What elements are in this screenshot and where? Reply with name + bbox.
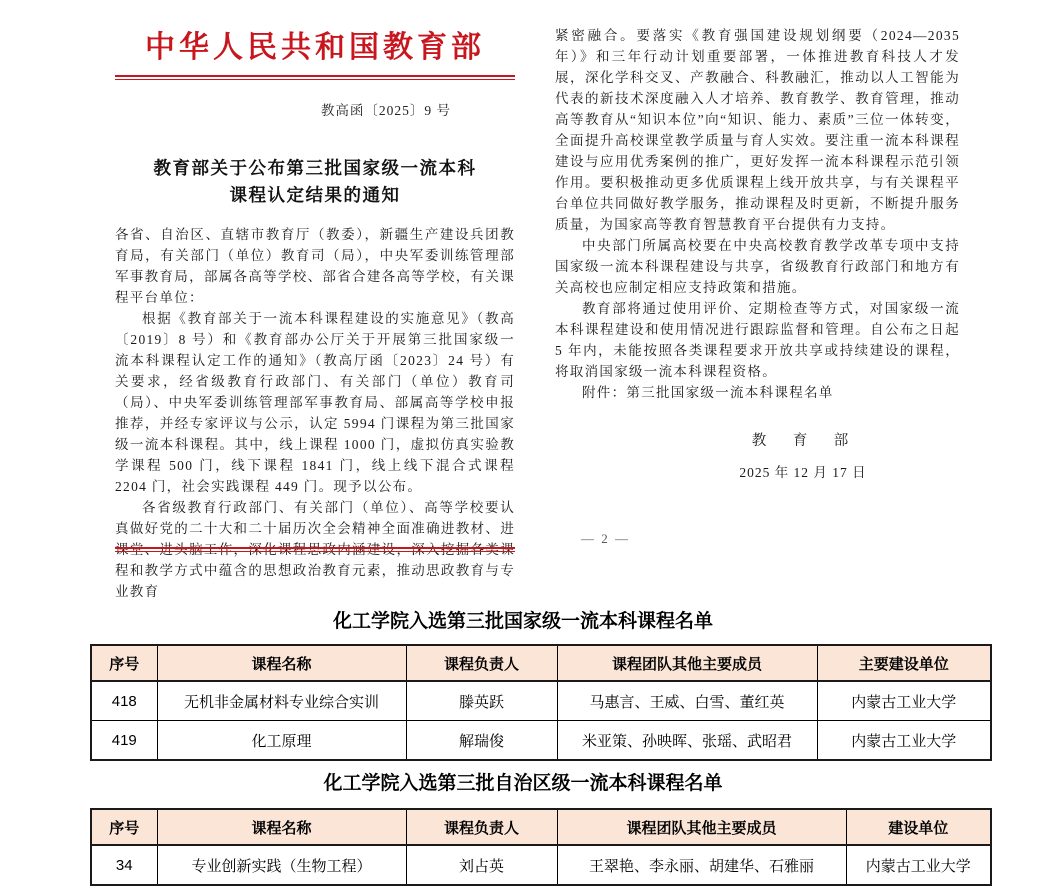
cell-course-leader: 解瑞俊 xyxy=(406,721,557,761)
col-header-index: 序号 xyxy=(91,809,157,845)
col-header-institution: 主要建设单位 xyxy=(817,645,991,681)
col-header-course-leader: 课程负责人 xyxy=(406,809,557,845)
notice-page-1 xyxy=(115,18,515,599)
red-footer-divider xyxy=(115,547,515,552)
regional-course-table xyxy=(90,808,992,886)
cell-institution: 内蒙古工业大学 xyxy=(817,721,991,761)
cell-index: 418 xyxy=(91,681,157,721)
cell-course-name: 无机非金属材料专业综合实训 xyxy=(157,681,406,721)
table-header-row xyxy=(91,645,991,681)
cell-course-name: 化工原理 xyxy=(157,721,406,761)
cell-course-leader: 滕英跃 xyxy=(406,681,557,721)
red-header-divider xyxy=(115,75,515,80)
col-header-index: 序号 xyxy=(91,645,157,681)
body-paragraph: 紧密融合。要落实《教育强国建设规划纲要（2024—2035 年）》和三年行动计划重要部署，一体推进教育科技人才发展，深化学科交叉、产教融合、科教融汇，推动以人工智能为代表的新技术深度融入人才培养、教育教学、教育管理，推动高等教育从“知识本位”向“知识、能力、素质”三位一体转变，全面提升高校课堂教学质量与育人实效。要注重一流本科课程建设与应用优秀案例的推广，更好发挥一流本科课程示范引领作用。要积极推动更多优质课程上线开放共享，与有关课程平台单位共同做好教学服务，推动课程及时更新，不断提升服务质量，为国家高等教育智慧教育平台提供有力支持。 xyxy=(555,28,960,232)
cell-institution: 内蒙古工业大学 xyxy=(846,845,991,885)
cell-index: 419 xyxy=(91,721,157,761)
signature-block xyxy=(688,429,918,481)
cell-institution: 内蒙古工业大学 xyxy=(817,681,991,721)
signer-name: 教 育 部 xyxy=(751,433,855,449)
body-paragraph: 中央部门所属高校要在中央高校教育教学改革专项中支持国家级一流本科课程建设与共享，省级教育行政部门和地方有关高校也应制定相应支持政策和措施。 xyxy=(555,238,960,295)
table-row xyxy=(91,721,991,761)
notice-title-line2: 课程认定结果的通知 xyxy=(229,185,401,205)
attachment-line: 附件：第三批国家级一流本科课程名单 xyxy=(582,385,834,400)
col-header-course-leader: 课程负责人 xyxy=(406,645,557,681)
cell-team-members: 米亚策、孙映晖、张瑶、武昭君 xyxy=(557,721,817,761)
cell-team-members: 王翠艳、李永丽、胡建华、石雅丽 xyxy=(557,845,846,885)
col-header-team-members: 课程团队其他主要成员 xyxy=(557,645,817,681)
page-number: — 2 — xyxy=(581,531,630,546)
body-paragraph: 各省级教育行政部门、有关部门（单位）、高等学校要认真做好党的二十大和二十届历次全会精神全面准确进教材、进课堂、进头脑工作，深化课程思政内涵建设，深入挖掘各类课程和教学方式中蕴含的思想政治教育元素，推动思政教育与专业教育 xyxy=(115,500,515,599)
col-header-course-name: 课程名称 xyxy=(157,645,406,681)
signature-date: 2025 年 12 月 17 日 xyxy=(739,465,867,480)
body-paragraph: 根据《教育部关于一流本科课程建设的实施意见》（教高〔2019〕8 号）和《教育部办公厅关于开展第三批国家级一流本科课程认定工作的通知》（教高厅函〔2023〕24 号）有关要求，经省级教育行政部门、有关部门（单位）教育司（局）、中央军委训练管理部军事教育局、部属高等学校申报推荐，并经专家评议与公示，认定 5994 门课程为第三批国家级一流本科课程。其中，线上课程 1000 门，虚拟仿真实验教学课程 500 门，线下课程 1841 门，线上线下混合式课程 2204 门，社会实践课程 449 门。现予以公布。 xyxy=(115,311,515,494)
national-course-table xyxy=(90,644,992,761)
agency-header: 中华人民共和国教育部 xyxy=(145,31,485,64)
notice-title xyxy=(115,155,515,209)
body-paragraph: 教育部将通过使用评价、定期检查等方式，对国家级一流本科课程建设和使用情况进行跟踪监督和管理。自公布之日起 5 年内，未能按照各类课程要求开放共享或持续建设的课程，将取消国家级一流本科课程资格。 xyxy=(555,301,960,379)
addressee-paragraph: 各省、自治区、直辖市教育厅（教委），新疆生产建设兵团教育局，有关部门（单位）教育司（局），中央军委训练管理部军事教育局，部属各高等学校、部省合建各高等学校，有关课程平台单位： xyxy=(115,227,515,305)
table-row xyxy=(91,681,991,721)
col-header-team-members: 课程团队其他主要成员 xyxy=(557,809,846,845)
national-table-title: 化工学院入选第三批国家级一流本科课程名单 xyxy=(332,611,713,632)
cell-course-leader: 刘占英 xyxy=(406,845,557,885)
table-header-row xyxy=(91,809,991,845)
cell-team-members: 马惠言、王威、白雪、董红英 xyxy=(557,681,817,721)
cell-course-name: 专业创新实践（生物工程） xyxy=(157,845,406,885)
notice-page-2 xyxy=(555,18,960,563)
col-header-institution: 建设单位 xyxy=(846,809,991,845)
regional-table-title: 化工学院入选第三批自治区级一流本科课程名单 xyxy=(323,773,723,794)
notice-title-line1: 教育部关于公布第三批国家级一流本科 xyxy=(153,158,477,178)
document-number: 教高函〔2025〕9 号 xyxy=(320,103,451,118)
col-header-course-name: 课程名称 xyxy=(157,809,406,845)
cell-index: 34 xyxy=(91,845,157,885)
table-row xyxy=(91,845,991,885)
